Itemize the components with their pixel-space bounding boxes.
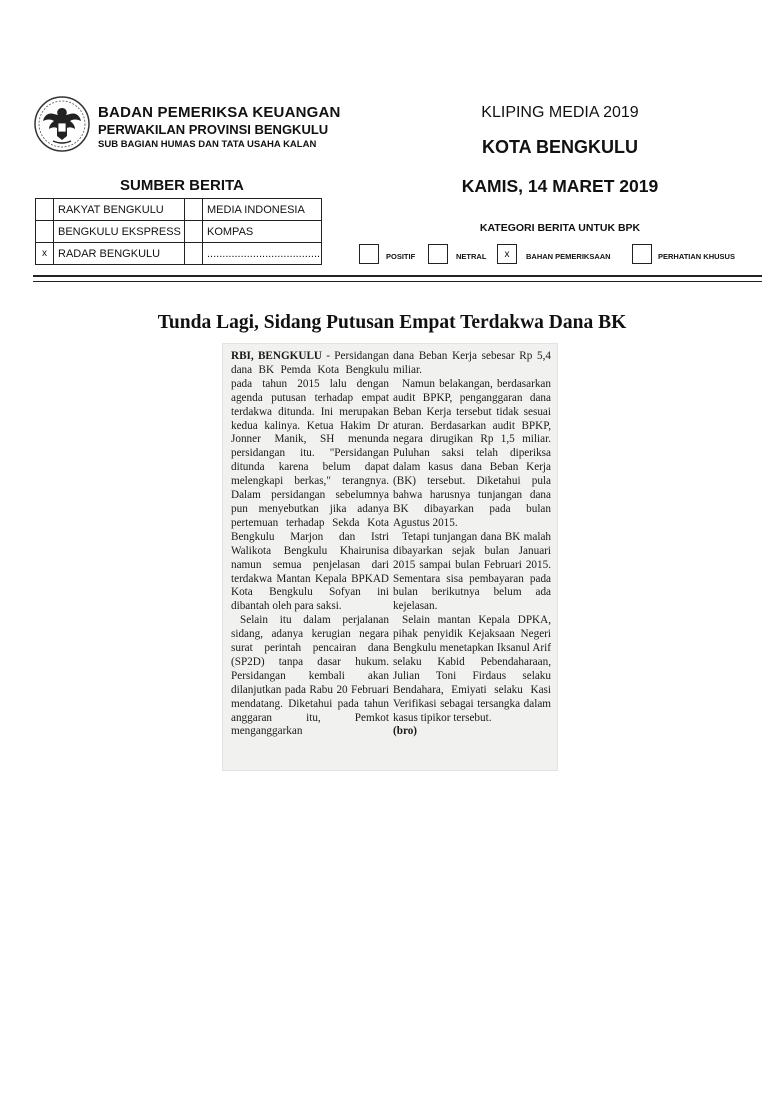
category-checkbox-netral[interactable]: [428, 244, 448, 264]
article-headline: Tunda Lagi, Sidang Putusan Empat Terdakwa Dana BK: [157, 312, 627, 333]
article-paragraph: [231, 350, 389, 614]
source-name: RADAR BENGKULU: [54, 243, 185, 265]
source-row: [36, 199, 322, 221]
source-checkbox[interactable]: [185, 243, 203, 265]
source-name: MEDIA INDONESIA: [203, 199, 322, 221]
category-heading: KATEGORI BERITA UNTUK BPK: [479, 222, 641, 234]
article-paragraph: Selain itu dalam perjalanan sidang, adanya kerugian negara surat perintah pencairan dana (SP2D) tanpa dasar hukum. Persidangan kembali akan dilanjutkan pada Rabu 20 Februari mendatang. Diketahui pada tahun anggaran itu, Pemkot menganggarkan: [231, 614, 389, 738]
source-checkbox[interactable]: [36, 221, 54, 243]
city-title: KOTA BENGKULU: [482, 137, 638, 157]
category-label-bahan: BAHAN PEMERIKSAAN: [526, 252, 611, 261]
source-checkbox[interactable]: [36, 199, 54, 221]
article-paragraph: dana Beban Kerja sebesar Rp 5,4 miliar.: [393, 350, 551, 376]
org-name: BADAN PEMERIKSA KEUANGAN: [98, 104, 341, 121]
article-column-1: [231, 350, 389, 739]
separator-rule: [33, 281, 762, 282]
article-paragraph: Namun belakangan, berdasarkan audit BPKP, penganggaran dana Beban Kerja tersebut tidak sesuai aturan. Berdasarkan audit BPKP, negara dirugikan Rp 1,5 miliar. Puluhan saksi telah diperiksa dalam kasus dana Beban Kerja (BK) tersebut. Diketahui pula bahwa harusnya tunjangan dana BK dibayarkan pada bulan Agustus 2015.: [393, 377, 551, 529]
source-name: BENGKULU EKSPRESS: [54, 221, 185, 243]
category-checkbox-bahan[interactable]: x: [497, 244, 517, 264]
category-checkbox-perhatian[interactable]: [632, 244, 652, 264]
date-title: KAMIS, 14 MARET 2019: [461, 176, 659, 196]
article-text: - Persidangan dana BK Pemda Kota Bengkulu pada tahun 2015 lalu dengan agenda putusan terhadap empat terdakwa ditunda. Ini merupakan kedua kalinya. Ketua Hakim Dr Jonner Manik, SH menunda persidangan itu. "Persidangan ditunda karena belum dapat melengkapi berkas," terangnya. Dalam persidangan sebelumnya pun menyebutkan jika adanya pertemuan terhadap Sekda Kota Bengkulu Marjon dan Istri Walikota Bengkulu Khairunisa namun semua penjelasan dari terdakwa Mantan Kepala BPKAD Kota Bengkulu Sofyan ini dibantah oleh para saksi.: [231, 350, 389, 613]
source-checkbox[interactable]: [185, 199, 203, 221]
garuda-emblem-icon: [32, 94, 92, 154]
source-row: [36, 221, 322, 243]
org-branch: PERWAKILAN PROVINSI BENGKULU: [98, 122, 329, 137]
source-name: KOMPAS: [203, 221, 322, 243]
category-label-netral: NETRAL: [456, 252, 487, 261]
source-heading: SUMBER BERITA: [120, 177, 244, 194]
article-column-2: [393, 350, 551, 739]
category-label-perhatian: PERHATIAN KHUSUS: [658, 252, 735, 261]
kliping-title: KLIPING MEDIA 2019: [481, 104, 639, 121]
source-checkbox[interactable]: [185, 221, 203, 243]
source-row: [36, 243, 322, 265]
article-signature: (bro): [393, 725, 418, 738]
category-checkbox-positif[interactable]: [359, 244, 379, 264]
article-paragraph: Tetapi tunjangan dana BK malah dibayarkan sejak bulan Januari 2015 sampai bulan Februari 2015. Sementara sisa pembayaran pada bulan berikutnya belum ada kejelasan.: [393, 530, 551, 613]
org-subdivision: SUB BAGIAN HUMAS DAN TATA USAHA KALAN: [98, 139, 317, 150]
source-checkbox[interactable]: x: [36, 243, 54, 265]
source-name: RAKYAT BENGKULU: [54, 199, 185, 221]
separator-rule: [33, 275, 762, 277]
source-name: .....................................: [203, 243, 322, 265]
source-table: [35, 198, 322, 265]
article-paragraph: Selain mantan Kepala DPKA, pihak penyidik Kejaksaan Negeri Bengkulu menetapkan Iksanul Arif selaku Kabid Pebendaharaan, Julian Toni Firdaus selaku Bendahara, Emiyati selaku Kasi Verifikasi sebagai tersangka dalam kasus tipikor tersebut.: [393, 614, 551, 724]
article-dateline: RBI, BENGKULU: [231, 350, 323, 362]
category-label-positif: POSITIF: [386, 252, 416, 261]
